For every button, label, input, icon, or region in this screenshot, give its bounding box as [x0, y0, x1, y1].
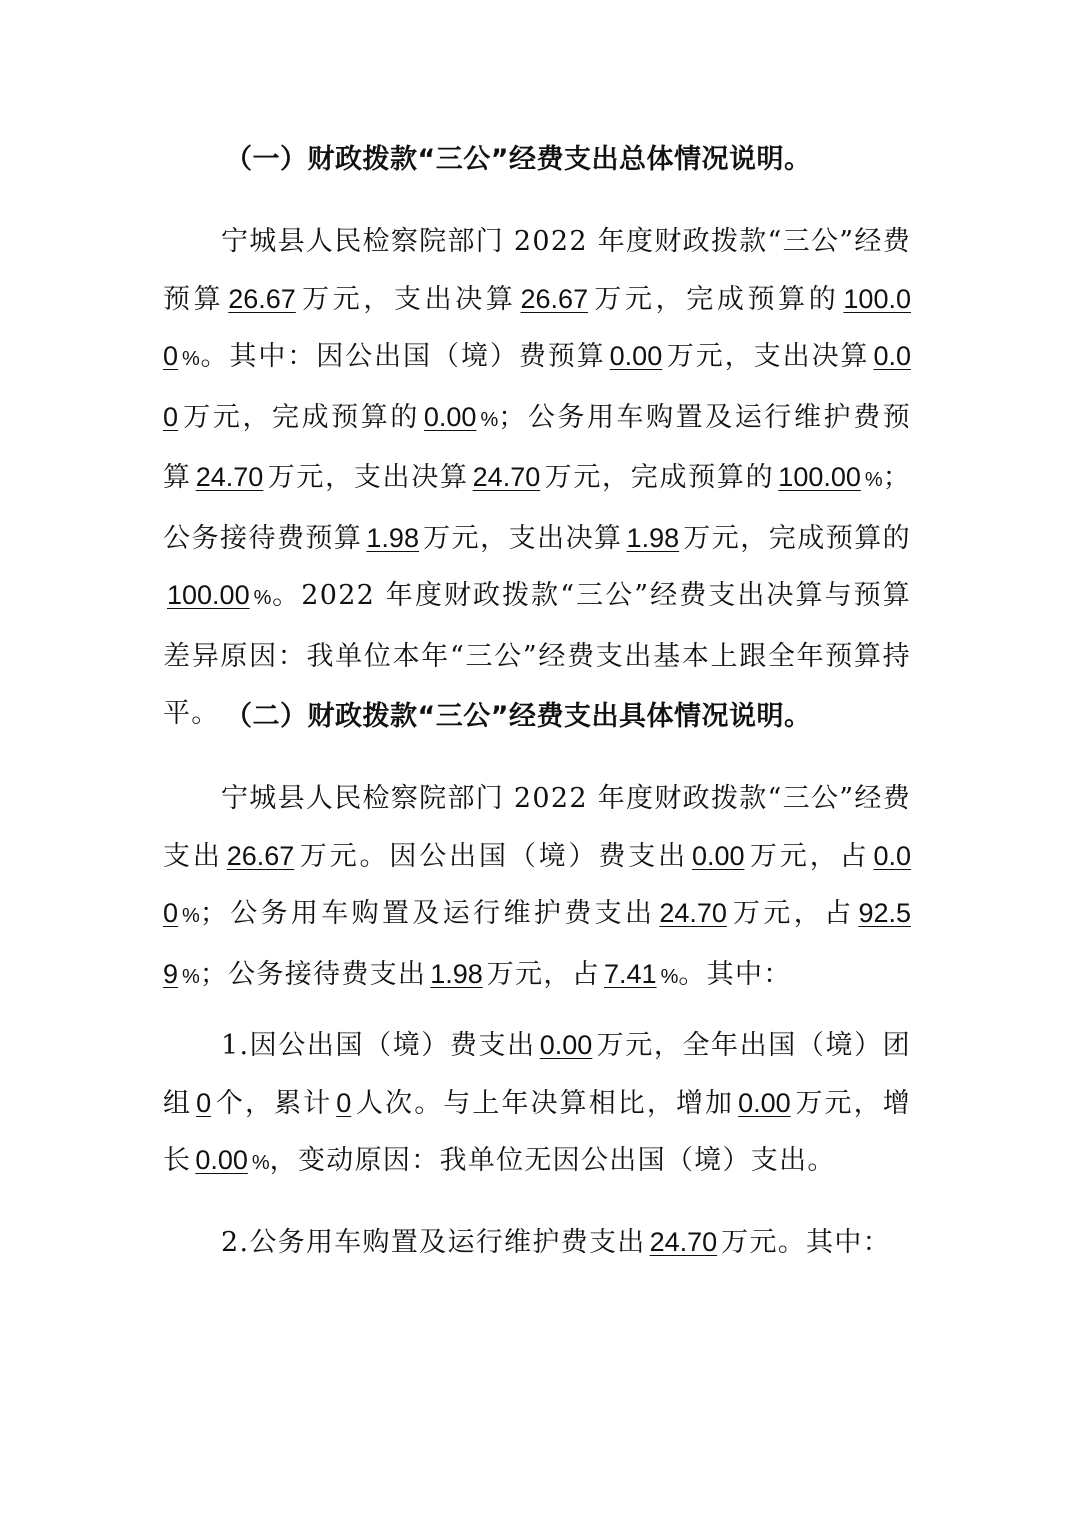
text: 万元，全年出国（境）团组: [163, 1030, 911, 1119]
vehicle-expense-value: 24.70: [649, 1227, 718, 1257]
section-2-heading: （二）财政拨款“三公”经费支出具体情况说明。: [225, 701, 812, 732]
vehicle-completion-value: 100.00: [778, 462, 861, 492]
text: 万元，支出决算: [666, 341, 870, 372]
text: 。2022 年度财政拨款“三公”经费支出决算与预算差异原因：我单位本年“三公”经费支出基本上跟全年预算持平。: [163, 580, 911, 729]
text: 万元，完成预算的: [544, 462, 775, 493]
text: 万元，完成预算的: [182, 401, 420, 433]
abroad-expense-value: 0.00: [691, 840, 745, 871]
reception-budget-value: 1.98: [366, 522, 419, 553]
text: 万元，占: [486, 958, 600, 990]
delegation-count-value: 0: [196, 1087, 212, 1118]
section-1-heading: （一）财政拨款“三公”经费支出总体情况说明。: [225, 144, 812, 175]
text: 万元，支出决算: [299, 283, 517, 315]
vehicle-actual-value: 24.70: [472, 462, 541, 492]
vehicle-expense-paragraph: [163, 1214, 911, 1272]
reception-completion-value: 100.00: [167, 580, 250, 610]
text: ；公务用车购置及运行维护费支出: [199, 898, 656, 929]
percent-sign: %: [182, 905, 200, 927]
budget-total-value: 26.67: [228, 283, 296, 314]
abroad-share-value: 0.00: [163, 840, 912, 928]
text: 万元。其中：: [721, 1227, 891, 1258]
completion-rate-total-value: 100.00: [163, 283, 911, 371]
text: 宁城县人民检察院部门 2022 年度财政拨款“三公”经费预算: [163, 226, 911, 315]
text: 。其中：: [678, 958, 792, 990]
text: 万元。因公出国（境）费支出: [298, 840, 688, 872]
vehicle-budget-value: 24.70: [195, 462, 264, 492]
text: ；公务用车购置及运行维护费预算: [163, 401, 911, 493]
text: 万元，完成预算的: [683, 522, 911, 554]
percent-sign: %: [660, 965, 679, 988]
text: 2.公务用车购置及运行维护费支出: [221, 1227, 646, 1258]
text: ，变动原因：我单位无因公出国（境）支出。: [269, 1145, 836, 1176]
total-expense-value: 26.67: [226, 840, 295, 871]
actual-total-value: 26.67: [520, 283, 589, 314]
percent-sign: %: [480, 408, 499, 431]
growth-rate-value: 0.00: [195, 1145, 248, 1175]
reception-share-value: 7.41: [604, 958, 657, 989]
percent-sign: %: [251, 1152, 270, 1174]
text: ；公务接待费预算: [163, 462, 911, 554]
reception-expense-value: 1.98: [430, 958, 483, 989]
abroad-expense-value: 0.00: [539, 1030, 593, 1060]
abroad-expense-paragraph: [163, 1017, 911, 1193]
text: 万元，增长: [163, 1087, 911, 1176]
section-1-overview-paragraph: [163, 213, 911, 743]
text: 万元，支出决算: [422, 522, 623, 554]
percent-sign: %: [864, 469, 883, 491]
section-2-detail-paragraph: [163, 770, 911, 1006]
text: 万元，占: [730, 898, 855, 929]
text: 万元，完成预算的: [592, 283, 840, 315]
percent-sign: %: [182, 348, 200, 370]
abroad-budget-value: 0.00: [609, 341, 663, 371]
percent-sign: %: [182, 965, 200, 988]
vehicle-share-value: 92.59: [163, 898, 912, 989]
text: 。其中：因公出国（境）费预算: [199, 341, 606, 372]
vehicle-expense-value: 24.70: [659, 898, 727, 928]
person-times-value: 0: [336, 1087, 352, 1118]
abroad-actual-value: 0.00: [163, 341, 911, 432]
increase-amount-value: 0.00: [738, 1087, 791, 1118]
reception-actual-value: 1.98: [626, 522, 680, 553]
text: 人次。与上年决算相比，增加: [355, 1087, 735, 1119]
text: ；公务接待费支出: [199, 958, 427, 990]
text: 1.因公出国（境）费支出: [221, 1030, 536, 1061]
text: 个，累计: [215, 1087, 333, 1119]
abroad-completion-value: 0.00: [423, 401, 477, 432]
text: 宁城县人民检察院部门 2022 年度财政拨款“三公”经费支出: [163, 783, 911, 872]
percent-sign: %: [253, 587, 272, 609]
text: 万元，占: [748, 840, 870, 872]
text: 万元，支出决算: [267, 462, 469, 493]
